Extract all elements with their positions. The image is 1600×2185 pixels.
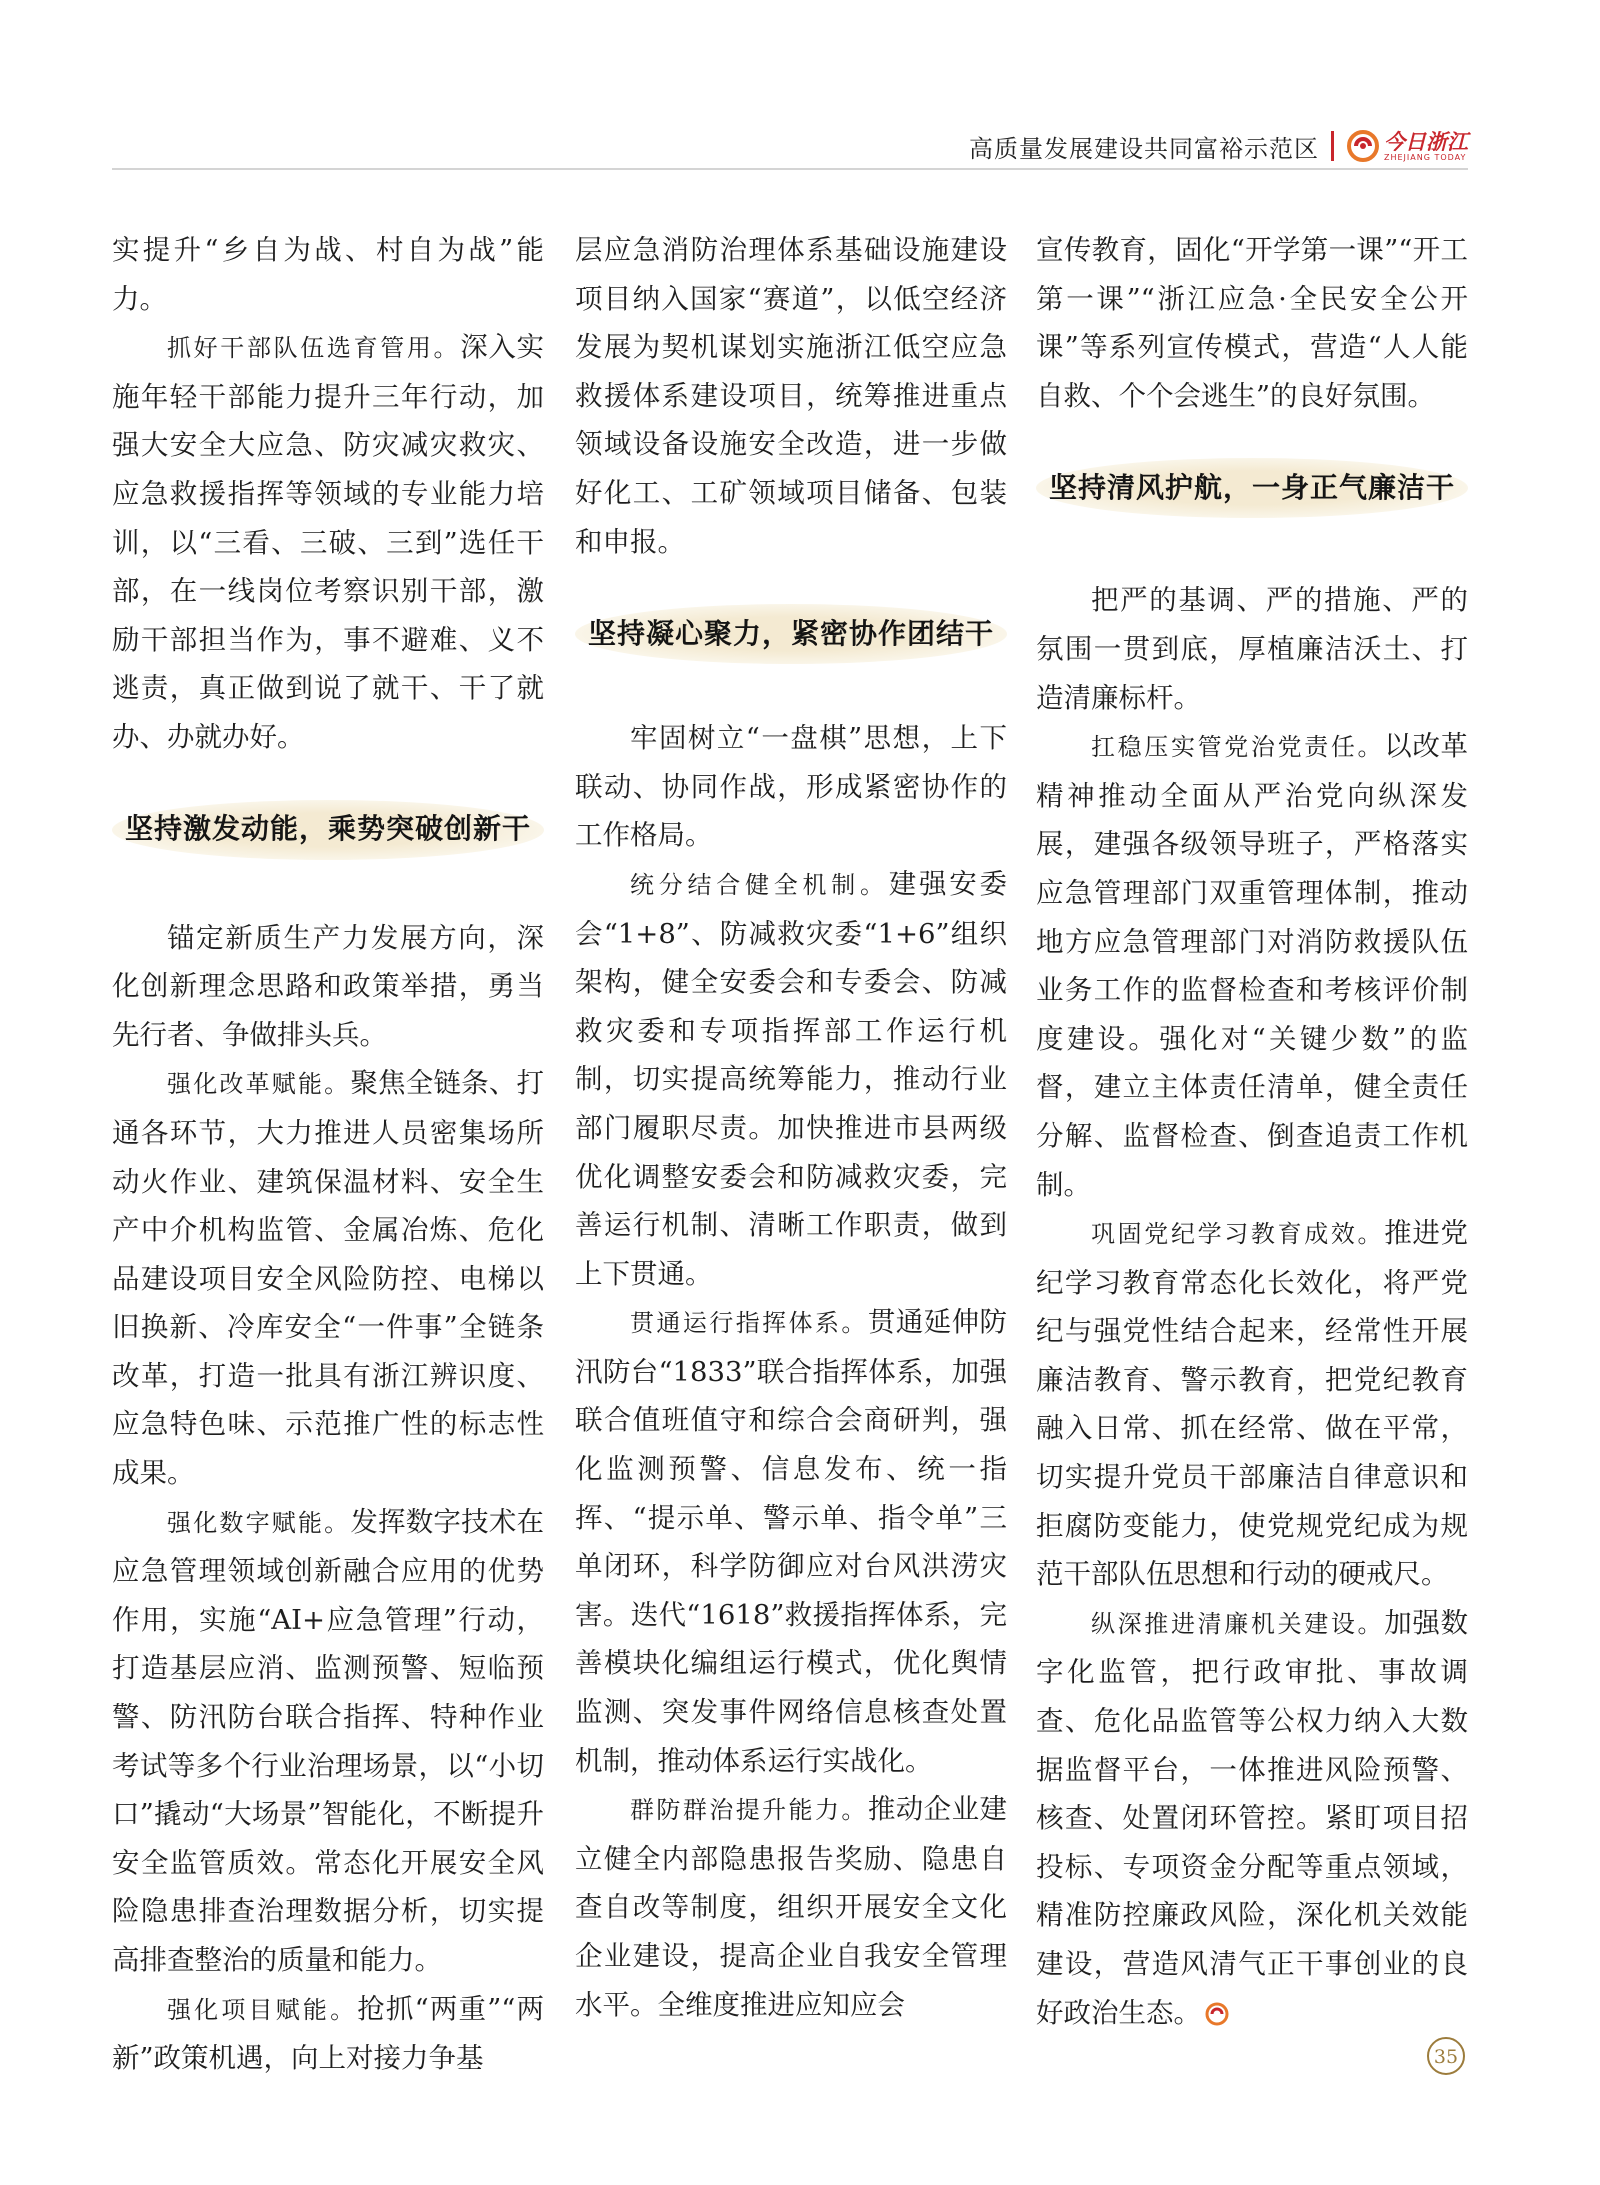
paragraph: 牢固树立“一盘棋”思想，上下联动、协同作战，形成紧密协作的工作格局。 [575,722,1007,852]
paragraph-body: 推进党纪学习教育常态化长效化，将严党纪与强党性结合起来，经常性开展廉洁教育、警示教育，把党纪教育融入日常、抓在经常、做在平常，切实提升党员干部廉洁自律意识和拒腐防变能力，使党规党纪成为规范干部队伍思想和行动的硬戒尺。 [1036,1217,1469,1591]
paragraph-lead: 强化项目赋能。 [167,1995,358,2024]
paragraph [112,1059,544,1497]
paragraph-body: 加强数字化监管，把行政审批、事故调查、危化品监管等公权力纳入大数据监督平台，一体推进风险预警、核查、处置闭环管控。紧盯项目招投标、专项资金分配等重点领域，精准防控廉政风险，深化机关效能建设，营造风清气正干事创业的良好政治生态。 [1036,1606,1469,2029]
section-heading: 坚持清风护航，一身正气廉洁干 [1036,458,1468,518]
page-number [1426,2036,1466,2076]
paragraph-lead: 纵深推进清廉机关建设。 [1091,1609,1385,1638]
paragraph: 把严的基调、严的措施、严的氛围一贯到底，厚植廉洁沃土、打造清廉标杆。 [1036,584,1468,714]
paragraph-lead: 巩固党纪学习教育成效。 [1091,1220,1385,1249]
paragraph: 层应急消防治理体系基础设施建设项目纳入国家“赛道”，以低空经济发展为契机谋划实施浙江低空应急救援体系建设项目，统筹推进重点领域设备设施安全改造，进一步做好化工、工矿领域项目储备、包装和申报。 [575,234,1007,558]
magazine-logo [1346,129,1468,163]
paragraph [1036,722,1468,1209]
paragraph [112,1498,544,1985]
paragraph: 实提升“乡自为战、村自为战”能力。 [112,234,544,315]
paragraph-body: 深入实施年轻干部能力提升三年行动，加强大安全大应急、防灾减灾救灾、应急救援指挥等领域的专业能力培训，以“三看、三破、三到”选任干部，在一线岗位考察识别干部，激励干部担当作为，事不避难、义不逃责，真正做到说了就干、干了就办、办就办好。 [112,331,545,753]
paragraph-lead: 群防群治提升能力。 [630,1796,868,1825]
paragraph-lead: 抓好干部队伍选育管用。 [167,334,461,363]
section-heading: 坚持凝心聚力，紧密协作团结干 [575,604,1007,664]
paragraph-lead: 强化数字赋能。 [167,1508,351,1537]
paragraph-body: 贯通延伸防汛防台“1833”联合指挥体系，加强联合值班值守和综合会商研判，强化监测预警、信息发布、统一指挥、“提示单、警示单、指令单”三单闭环，科学防御应对台风洪涝灾害。迭代“1618”救援指挥体系，完善模块化编组运行模式，优化舆情监测、突发事件网络信息核查处置机制，推动体系运行实战化。 [575,1306,1008,1777]
paragraph-lead: 强化改革赋能。 [167,1070,351,1099]
end-mark-icon [1205,2002,1229,2026]
column-left [112,226,544,2083]
header-rule [112,168,1468,170]
paragraph-body: 以改革精神推动全面从严治党向纵深发展，建强各级领导班子，严格落实应急管理部门双重管理体制，推动地方应急管理部门对消防救援队伍业务工作的监督检查和考核评价制度建设。强化对“关键少数”的监督，建立主体责任清单，健全责任分解、监督检查、倒查追责工作机制。 [1036,730,1469,1201]
paragraph-body: 发挥数字技术在应急管理领域创新融合应用的优势作用，实施“AI+应急管理”行动，打造基层应消、监测预警、短临预警、防汛防台联合指挥、特种作业考试等多个行业治理场景，以“小切口”撬动“大场景”智能化，不断提升安全监管质效。常态化开展安全风险隐患排查治理数据分析，切实提高排查整治的质量和能力。 [112,1505,545,1976]
paragraph [1036,1209,1468,1599]
paragraph: 宣传教育，固化“开学第一课”“开工第一课”“浙江应急·全民安全公开课”等系列宣传模式，营造“人人能自救、个个会逃生”的良好氛围。 [1036,234,1468,412]
paragraph [575,860,1007,1298]
paragraph [112,1985,544,2083]
paragraph [112,323,544,761]
paragraph [575,1298,1007,1785]
paragraph [1036,1599,1468,2037]
paragraph-lead: 统分结合健全机制。 [630,870,889,899]
section-heading: 坚持激发动能，乘势突破创新干 [112,800,544,860]
header-divider [1331,131,1334,161]
paragraph-body: 抢抓“两重”“两新”政策机遇，向上对接力争基 [112,1992,544,2075]
paragraph-body: 推动企业建立健全内部隐患报告奖励、隐患自查自改等制度，组织开展安全文化企业建设，提高企业自我安全管理水平。全维度推进应知应会 [575,1793,1008,2021]
paragraph [575,1785,1007,2029]
paragraph-body: 聚焦全链条、打通各环节，大力推进人员密集场所动火作业、建筑保温材料、安全生产中介机构监管、金属冶炼、危化品建设项目安全风险防控、电梯以旧换新、冷库安全“一件事”全链条改革，打造一批具有浙江辨识度、应急特色味、示范推广性的标志性成果。 [112,1067,545,1490]
paragraph-lead: 贯通运行指挥体系。 [630,1309,868,1338]
page-number-text: 35 [1433,2046,1459,2068]
logo-subtext: ZHEJIANG TODAY [1384,152,1467,162]
paragraph-lead: 扛稳压实管党治党责任。 [1091,733,1385,762]
logo-text: 今日浙江 [1384,128,1468,154]
paragraph-body: 建强安委会“1+8”、防减救灾委“1+6”组织架构，健全安委会和专委会、防减救灾委和专项指挥部工作运行机制，切实提高统筹能力，推动行业部门履职尽责。加快推进市县两级优化调整安委会和防减救灾委，完善运行机制、清晰工作职责，做到上下贯通。 [575,867,1007,1290]
paragraph: 锚定新质生产力发展方向，深化创新理念思路和政策举措，勇当先行者、争做排头兵。 [112,921,544,1051]
column-right [1036,226,1468,2037]
section-title: 高质量发展建设共同富裕示范区 [969,134,1319,163]
page-header [969,124,1468,168]
logo-swirl-icon [1346,129,1380,163]
column-middle [575,226,1007,2029]
